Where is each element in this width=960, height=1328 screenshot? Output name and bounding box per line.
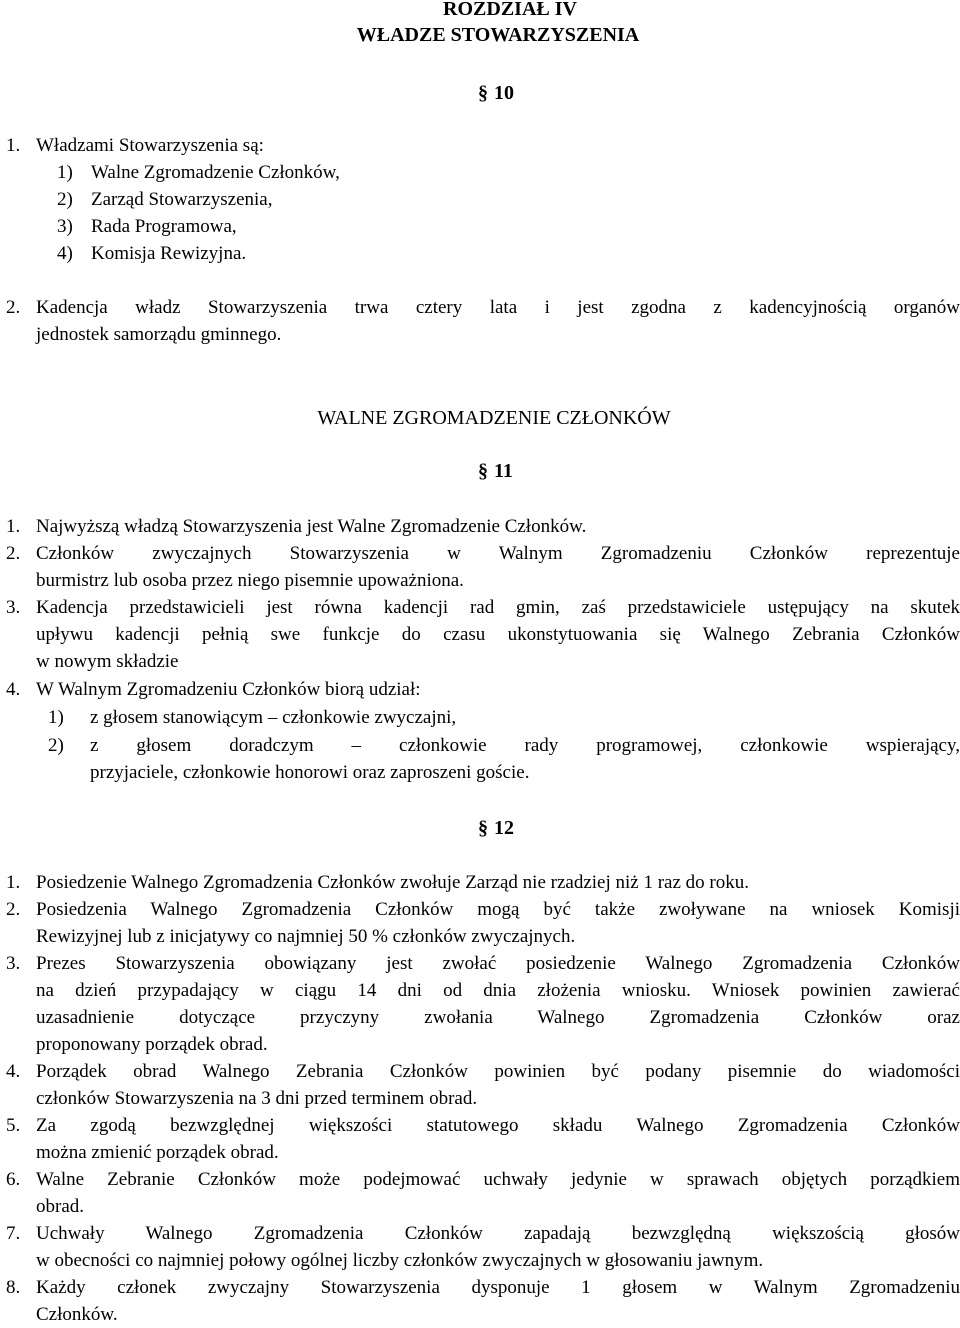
point-number: 1. bbox=[6, 516, 21, 537]
section-12 bbox=[0, 815, 960, 841]
item-text-line: przyjaciele, członkowie honorowi oraz zaproszeni goście. bbox=[90, 762, 530, 783]
s12-point-8 bbox=[6, 1274, 960, 1328]
item-text: z głosem stanowiącym – członkowie zwyczajni, bbox=[90, 707, 457, 728]
s12-point-7 bbox=[6, 1220, 960, 1274]
point-text-line: można zmienić porządek obrad. bbox=[36, 1142, 279, 1163]
point-text-line: burmistrz lub osoba przez niego pisemnie upoważniona. bbox=[36, 570, 464, 591]
point-text-line: członków Stowarzyszenia na 3 dni przed terminem obrad. bbox=[36, 1088, 478, 1109]
point-number: 4. bbox=[6, 1061, 21, 1082]
point-text-line: Za zgodą bezwzględnej większości statutowego składu Walnego Zgromadzenia Członków bbox=[36, 1115, 960, 1136]
point-number: 3. bbox=[6, 953, 21, 974]
s11-point-4 bbox=[6, 676, 960, 703]
s12-point-4 bbox=[6, 1058, 960, 1112]
item-text: Zarząd Stowarzyszenia, bbox=[91, 189, 273, 210]
section-sign-icon: § bbox=[478, 460, 488, 482]
section-number: 12 bbox=[494, 817, 514, 839]
point-text-line: jednostek samorządu gminnego. bbox=[36, 324, 282, 345]
item-number: 2) bbox=[57, 189, 73, 210]
point-text-line: na dzień przypadający w ciągu 14 dni od dnia złożenia wniosku. Wniosek powinien zawierać bbox=[36, 980, 960, 1001]
point-text-line: Walne Zebranie Członków może podejmować uchwały jedynie w sprawach objętych porządkiem bbox=[36, 1169, 960, 1190]
item-number: 3) bbox=[57, 216, 73, 237]
s11-point-1 bbox=[6, 513, 960, 540]
point-text: Władzami Stowarzyszenia są: bbox=[36, 135, 264, 156]
item-number: 4) bbox=[57, 243, 73, 264]
item-text-line: z głosem doradczym – członkowie rady programowej, członkowie wspierający, bbox=[90, 735, 960, 756]
point-text-line: Posiedzenia Walnego Zgromadzenia Członków mogą być także zwoływane na wniosek Komisji bbox=[36, 899, 960, 920]
s12-point-1 bbox=[6, 869, 960, 896]
point-text-line: w obecności co najmniej połowy ogólnej liczby członków zwyczajnych w głosowaniu jawnym. bbox=[36, 1250, 764, 1271]
point-text-line: upływu kadencji pełnią swe funkcje do czasu ukonstytuowania się Walnego Zebrania Członków bbox=[36, 624, 960, 645]
item-text: Rada Programowa, bbox=[91, 216, 237, 237]
point-text-line: Uchwały Walnego Zgromadzenia Członków zapadają bezwzględną większością głosów bbox=[36, 1223, 960, 1244]
point-number: 1. bbox=[6, 872, 21, 893]
point-text-line: proponowany porządek obrad. bbox=[36, 1034, 268, 1055]
point-text-line: Kadencja przedstawicieli jest równa kadencji rad gmin, zaś przedstawiciele ustępujący na skutek bbox=[36, 597, 960, 618]
s11-point-3 bbox=[6, 594, 960, 675]
point-number: 5. bbox=[6, 1115, 21, 1136]
s11-point-2 bbox=[6, 540, 960, 594]
s10-item-2 bbox=[57, 186, 937, 213]
s12-point-5 bbox=[6, 1112, 960, 1166]
point-text-line: w nowym składzie bbox=[36, 651, 179, 672]
point-text-line: Prezes Stowarzyszenia obowiązany jest zwołać posiedzenie Walnego Zgromadzenia Członków bbox=[36, 953, 960, 974]
section-number: 10 bbox=[494, 82, 514, 104]
point-text: Najwyższą władzą Stowarzyszenia jest Walne Zgromadzenie Członków. bbox=[36, 516, 587, 537]
s10-item-4 bbox=[57, 240, 937, 267]
point-number: 7. bbox=[6, 1223, 21, 1244]
s12-point-2 bbox=[6, 896, 960, 950]
point-text-line: Członków zwyczajnych Stowarzyszenia w Walnym Zgromadzeniu Członków reprezentuje bbox=[36, 543, 960, 564]
point-text-line: Porządek obrad Walnego Zebrania Członków powinien być podany pisemnie do wiadomości bbox=[36, 1061, 960, 1082]
point-number: 1. bbox=[6, 135, 21, 156]
s10-item-3 bbox=[57, 213, 937, 240]
chapter-title: WŁADZE STOWARZYSZENIA bbox=[356, 24, 640, 46]
section-heading-walne: WALNE ZGROMADZENIE CZŁONKÓW bbox=[317, 407, 671, 429]
point-text: Posiedzenie Walnego Zgromadzenia Członków zwołuje Zarząd nie rzadziej niż 1 raz do roku. bbox=[36, 872, 749, 893]
s12-point-3 bbox=[6, 950, 960, 1058]
section-sign-icon: § bbox=[478, 82, 488, 104]
chapter-heading: ROZDZIAŁ IV bbox=[443, 0, 577, 20]
item-text: Walne Zgromadzenie Członków, bbox=[91, 162, 340, 183]
s10-point-1 bbox=[6, 132, 960, 159]
s10-point-2 bbox=[6, 294, 960, 348]
point-text-line: Każdy członek zwyczajny Stowarzyszenia dysponuje 1 głosem w Walnym Zgromadzeniu bbox=[36, 1277, 960, 1298]
item-number: 1) bbox=[48, 707, 64, 728]
point-text-line: Rewizyjnej lub z inicjatywy co najmniej 50 % członków zwyczajnych. bbox=[36, 926, 576, 947]
point-number: 4. bbox=[6, 679, 21, 700]
point-text-line: Kadencja władz Stowarzyszenia trwa cztery lata i jest zgodna z kadencyjnością organów bbox=[36, 297, 960, 318]
s12-point-6 bbox=[6, 1166, 960, 1220]
point-number: 8. bbox=[6, 1277, 21, 1298]
section-10 bbox=[0, 80, 960, 106]
point-number: 2. bbox=[6, 899, 21, 920]
item-number: 2) bbox=[48, 735, 64, 756]
s11-subitem-1 bbox=[48, 704, 928, 731]
point-number: 2. bbox=[6, 543, 21, 564]
section-number: 11 bbox=[494, 460, 513, 482]
point-text-line: uzasadnienie dotyczące przyczyny zwołania Walnego Zgromadzenia Członków oraz bbox=[36, 1007, 960, 1028]
point-text-line: Członków. bbox=[36, 1304, 118, 1325]
point-text-line: obrad. bbox=[36, 1196, 85, 1217]
s11-subitem-2 bbox=[48, 732, 960, 786]
section-11 bbox=[0, 458, 960, 484]
point-number: 2. bbox=[6, 297, 21, 318]
section-sign-icon: § bbox=[478, 817, 488, 839]
item-text: Komisja Rewizyjna. bbox=[91, 243, 247, 264]
point-number: 3. bbox=[6, 597, 21, 618]
point-text: W Walnym Zgromadzeniu Członków biorą udział: bbox=[36, 679, 421, 700]
item-number: 1) bbox=[57, 162, 73, 183]
s10-item-1 bbox=[57, 159, 937, 186]
point-number: 6. bbox=[6, 1169, 21, 1190]
